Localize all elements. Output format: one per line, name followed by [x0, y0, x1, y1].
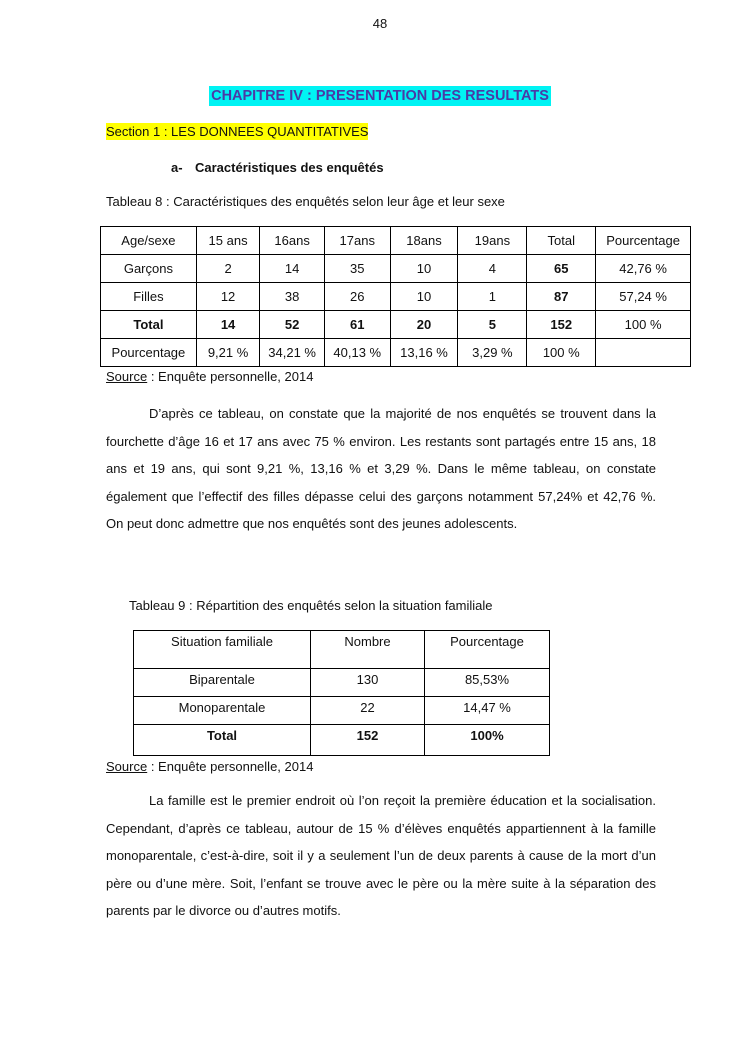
table-cell: 10 — [390, 283, 458, 311]
table-cell: Garçons — [101, 255, 197, 283]
table-cell: 87 — [527, 283, 596, 311]
source-label: Source — [106, 759, 148, 774]
table-cell: 61 — [324, 311, 390, 339]
table9-header-cell: Pourcentage — [425, 631, 550, 669]
table-cell: 57,24 % — [596, 283, 691, 311]
table-cell: 10 — [390, 255, 458, 283]
table-cell: 13,16 % — [390, 339, 458, 367]
table8-header-cell: 16ans — [260, 227, 325, 255]
table-cell: 152 — [527, 311, 596, 339]
table8-header-row — [101, 227, 691, 255]
table-cell: 40,13 % — [324, 339, 390, 367]
table-cell: Monoparentale — [134, 697, 311, 725]
table9 — [133, 630, 550, 756]
table-cell: 34,21 % — [260, 339, 325, 367]
table9-header-cell: Situation familiale — [134, 631, 311, 669]
table8-header-cell: 18ans — [390, 227, 458, 255]
table-cell: 26 — [324, 283, 390, 311]
table-cell: 14 — [260, 255, 325, 283]
table-cell: 35 — [324, 255, 390, 283]
table-cell: Total — [101, 311, 197, 339]
table-cell: 130 — [311, 669, 425, 697]
table-cell: 100% — [425, 725, 550, 756]
source-text: : Enquête personnelle, 2014 — [147, 369, 314, 384]
table-cell: 22 — [311, 697, 425, 725]
subheading-text: Caractéristiques des enquêtés — [195, 160, 384, 175]
table-cell: 14,47 % — [425, 697, 550, 725]
table-cell: Filles — [101, 283, 197, 311]
table-row — [134, 697, 550, 725]
table-row — [134, 669, 550, 697]
table-cell: Total — [134, 725, 311, 756]
table8-header-cell: 15 ans — [196, 227, 260, 255]
table-cell: 12 — [196, 283, 260, 311]
table8-header-cell: Pourcentage — [596, 227, 691, 255]
paragraph-2 — [106, 787, 656, 925]
table9-source — [106, 759, 313, 774]
table-cell: 14 — [196, 311, 260, 339]
chapter-title — [0, 88, 745, 104]
table-cell: 42,76 % — [596, 255, 691, 283]
table-cell: 65 — [527, 255, 596, 283]
table-cell: 3,29 % — [458, 339, 527, 367]
section-title-text: Section 1 : LES DONNEES QUANTITATIVES — [106, 124, 369, 139]
table-cell: 20 — [390, 311, 458, 339]
table-cell: 2 — [196, 255, 260, 283]
table-cell: 38 — [260, 283, 325, 311]
table8-source — [106, 369, 313, 384]
table8-header-cell: 17ans — [324, 227, 390, 255]
paragraph-2-text: La famille est le premier endroit où l’on reçoit la première éducation et la socialisation. Cependant, d’après ce tableau, autour de 15 % d’élèves enquêtés appartiennent à la famille monoparentale, c’est-à-dire, soit il y a seulement l’un de deux parents à cause de la mort d’un père ou d’une mère. Soit, l’enfant se trouve avec le père ou la mère suite à la séparation des parents par le divorce ou d’autres motifs. — [106, 793, 656, 919]
chapter-title-text: CHAPITRE IV : PRESENTATION DES RESULTATS — [211, 88, 549, 104]
table-cell: 9,21 % — [196, 339, 260, 367]
table-cell: 100 % — [596, 311, 691, 339]
subheading — [171, 160, 384, 175]
source-text: : Enquête personnelle, 2014 — [147, 759, 314, 774]
paragraph-1-text: D’après ce tableau, on constate que la majorité de nos enquêtés se trouvent dans la fourchette d’âge 16 et 17 ans avec 75 % environ. Les restants sont partagés entre 15 ans, 18 ans et 19 ans, qui sont 9,21 %, 13,16 % et 3,29 %. Dans le même tableau, on constate également que l’effectif des filles dépasse celui des garçons notamment 57,24% et 42,76 %. On peut donc admettre que nos enquêtés sont des jeunes adolescents. — [106, 406, 656, 532]
table9-header-row — [134, 631, 550, 669]
table-cell: 152 — [311, 725, 425, 756]
table-row — [101, 283, 691, 311]
table-cell: Pourcentage — [101, 339, 197, 367]
table-cell: 4 — [458, 255, 527, 283]
table8-header-cell: Age/sexe — [101, 227, 197, 255]
table-cell: 52 — [260, 311, 325, 339]
table8 — [100, 226, 691, 367]
table-cell: 85,53% — [425, 669, 550, 697]
table8-caption: Tableau 8 : Caractéristiques des enquêtés selon leur âge et leur sexe — [106, 194, 505, 209]
table-row-total — [134, 725, 550, 756]
table9-header-cell: Nombre — [311, 631, 425, 669]
table-row-total — [101, 311, 691, 339]
table-cell: Biparentale — [134, 669, 311, 697]
table-cell: 1 — [458, 283, 527, 311]
table-cell: 5 — [458, 311, 527, 339]
paragraph-1 — [106, 400, 656, 538]
table-cell: 100 % — [527, 339, 596, 367]
section-title — [106, 124, 368, 139]
table-row — [101, 255, 691, 283]
table-cell — [596, 339, 691, 367]
table9-caption: Tableau 9 : Répartition des enquêtés selon la situation familiale — [129, 598, 493, 613]
table-row — [101, 339, 691, 367]
page-number: 48 — [372, 16, 388, 31]
source-label: Source — [106, 369, 148, 384]
subheading-marker: a- — [171, 160, 183, 175]
table8-header-cell: 19ans — [458, 227, 527, 255]
table8-header-cell: Total — [527, 227, 596, 255]
